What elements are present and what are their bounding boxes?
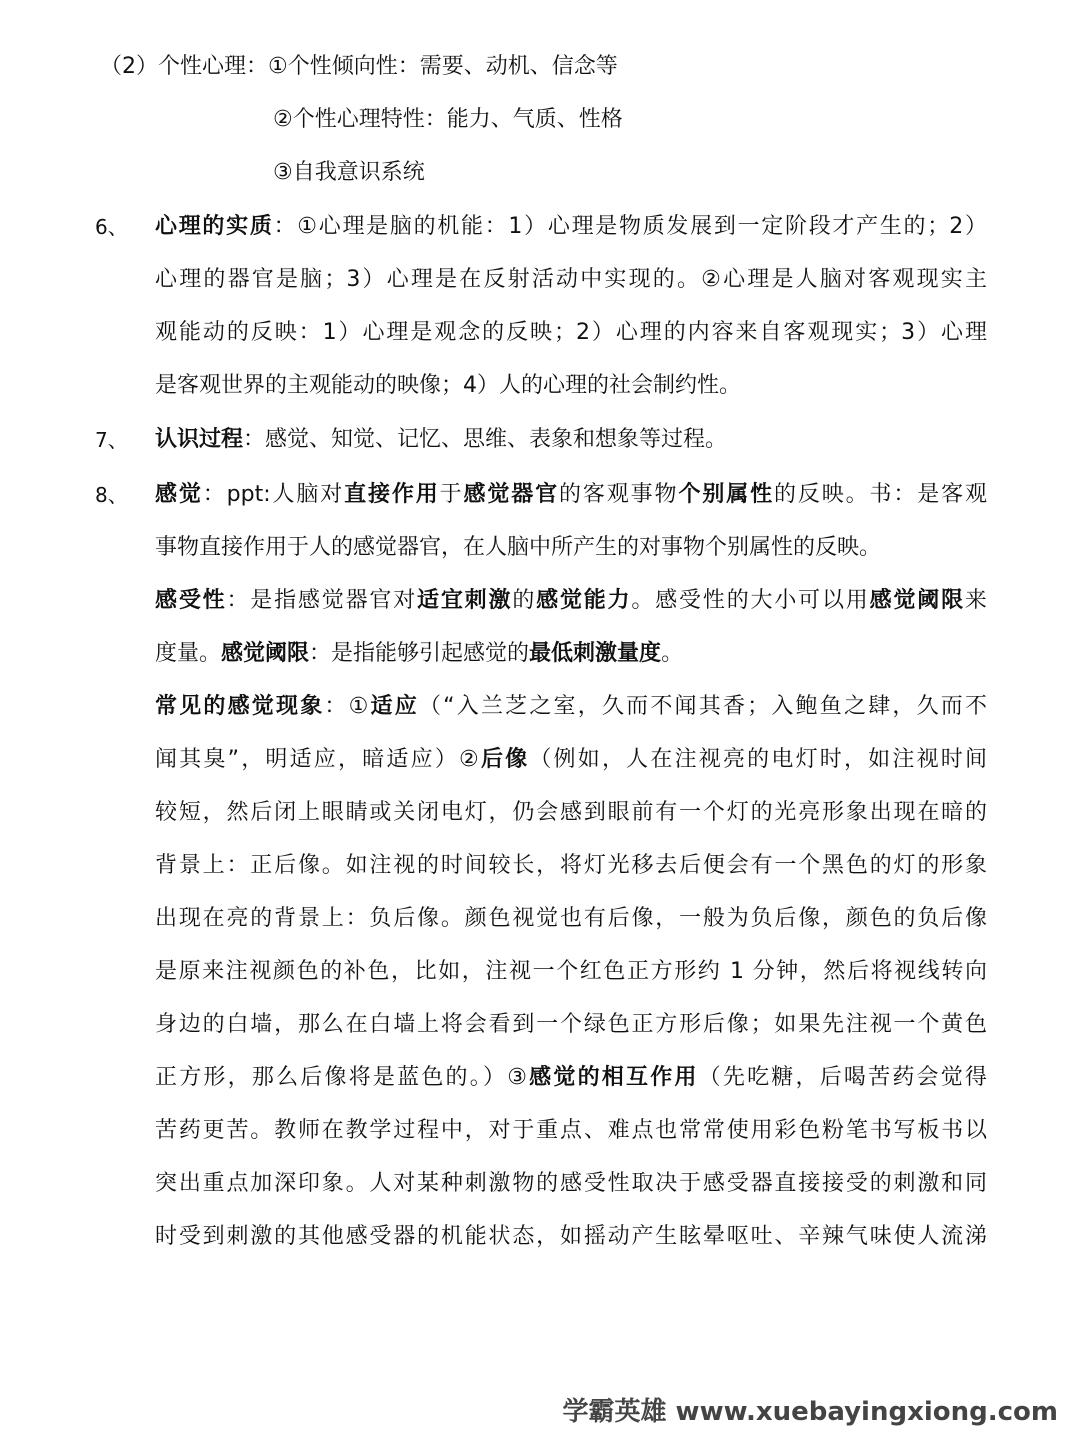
- text-span: ：是指能够引起感觉的: [309, 641, 530, 666]
- phenomena-line-8: [155, 1063, 987, 1093]
- text-span: （例如，人在注视亮的电灯时，如注视时间: [529, 747, 987, 772]
- text-span: 的: [512, 588, 537, 613]
- item-7-number: 7、: [95, 428, 128, 452]
- sensitivity-line: [155, 586, 987, 616]
- item-7-line: [155, 425, 987, 455]
- sensitivity-term: 感受性: [155, 588, 227, 613]
- phenomena-line-11: 时受到刺激的其他感受器的机能状态，如摇动产生眩晕呕吐、辛辣气味使人流涕: [155, 1224, 987, 1249]
- item-6-number: 6、: [95, 215, 128, 239]
- item-6-line-1: [155, 212, 987, 242]
- text-span: 的客观事物: [559, 482, 679, 507]
- phenomena-line-9: 苦药更苦。教师在教学过程中，对于重点、难点也常常使用彩色粉笔书写板书以: [155, 1118, 987, 1143]
- phenomena-line-3: 较短，然后闭上眼睛或关闭电灯，仍会感到眼前有一个灯的光亮形象出现在暗的: [155, 800, 987, 825]
- text-span: 来: [964, 588, 987, 613]
- bold-term: 感觉器官: [463, 482, 560, 507]
- bold-term: 感觉阈限: [869, 588, 965, 613]
- personality-item-2: ②个性心理特性：能力、气质、性格: [273, 107, 623, 132]
- personality-item-3: ③自我意识系统: [273, 160, 425, 185]
- threshold-term: 感觉阈限: [221, 641, 310, 666]
- phenomena-line-10: 突出重点加深印象。人对某种刺激物的感受性取决于感受器直接接受的刺激和同: [155, 1171, 987, 1196]
- text-span: ：是指感觉器官对: [226, 588, 418, 613]
- personality-prefix: （2）: [100, 54, 158, 79]
- personality-heading: [100, 52, 618, 82]
- bold-term: 感觉能力: [536, 588, 632, 613]
- personality-item-1: ①个性倾向性：需要、动机、信念等: [268, 54, 618, 79]
- phenomena-line-4: 背景上：正后像。如注视的时间较长，将灯光移去后便会有一个黑色的灯的形象: [155, 853, 987, 878]
- bold-term: 适应: [370, 694, 419, 719]
- item-7-text: ：感觉、知觉、记忆、思维、表象和想象等过程。: [243, 427, 728, 452]
- bold-term: 个别属性: [678, 482, 774, 507]
- text-span: 。感受性的大小可以用: [631, 588, 870, 613]
- personality-title: 个性心理：: [158, 54, 269, 79]
- watermark-footer: 学霸英雄 www.xuebayingxiong.com: [562, 1397, 1058, 1427]
- phenomena-line-6: 是原来注视颜色的补色，比如，注视一个红色正方形约 1 分钟，然后将视线转向: [155, 959, 987, 984]
- text-span: （先吃糖，后喝苦药会觉得: [698, 1065, 987, 1090]
- item-6-line-4: 是客观世界的主观能动的映像；4）人的心理的社会制约性。: [155, 373, 741, 398]
- item-6-text-1: ：①心理是脑的机能：1）心理是物质发展到一定阶段才产生的；2）: [273, 214, 987, 239]
- text-span: 度量。: [155, 641, 222, 666]
- item-8-number: 8、: [95, 483, 128, 507]
- bold-term: 直接作用: [344, 482, 440, 507]
- sensation-term: 感觉: [155, 482, 203, 507]
- phenomena-line-1: [155, 692, 987, 722]
- item-8-line-2: 事物直接作用于人的感觉器官，在人脑中所产生的对事物个别属性的反映。: [155, 535, 882, 560]
- text-span: （“入兰芝之室，久而不闻其香；入鲍鱼之肆，久而不: [418, 694, 987, 719]
- bold-term: 适宜刺激: [417, 588, 513, 613]
- bold-term: 后像: [480, 747, 530, 772]
- text-span: 于: [439, 482, 464, 507]
- text-span: ：①: [324, 694, 371, 719]
- text-span: 的反映。书：是客观: [773, 482, 987, 507]
- threshold-line: [155, 639, 987, 669]
- item-7-term: 认识过程: [155, 427, 244, 452]
- item-6-line-3: 观能动的反映：1）心理是观念的反映；2）心理的内容来自客观现实；3）心理: [155, 320, 987, 345]
- phenomena-term: 常见的感觉现象: [155, 694, 325, 719]
- bold-term: 最低刺激量度: [529, 641, 662, 666]
- phenomena-line-2: [155, 745, 987, 775]
- text-span: 闻其臭”，明适应，暗适应）②: [155, 747, 481, 772]
- phenomena-line-7: 身边的白墙，那么在白墙上将会看到一个绿色正方形后像；如果先注视一个黄色: [155, 1012, 987, 1037]
- item-6-line-2: 心理的器官是脑；3）心理是在反射活动中实现的。②心理是人脑对客观现实主: [155, 267, 987, 292]
- text-span: 正方形，那么后像将是蓝色的。）③: [155, 1065, 530, 1090]
- bold-term: 感觉的相互作用: [529, 1065, 699, 1090]
- text-span: ：ppt:人脑对: [202, 482, 345, 507]
- item-6-term: 心理的实质: [155, 214, 274, 239]
- text-span: 。: [661, 641, 684, 666]
- item-8-line-1: [155, 480, 987, 510]
- phenomena-line-5: 出现在亮的背景上：负后像。颜色视觉也有后像，一般为负后像，颜色的负后像: [155, 906, 987, 931]
